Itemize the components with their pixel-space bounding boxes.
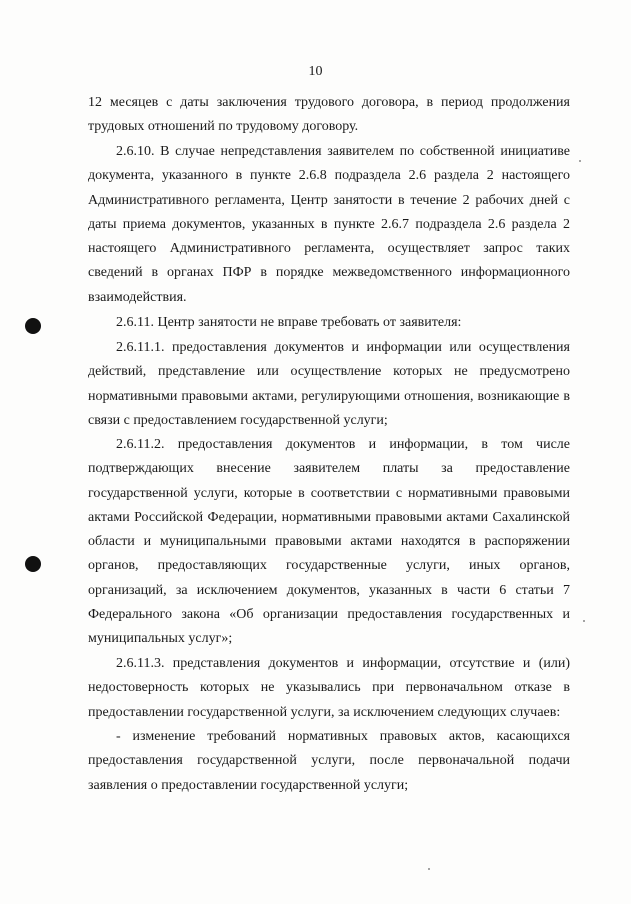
scan-speck bbox=[579, 160, 581, 162]
paragraph-2-6-11-1: 2.6.11.1. предоставления документов и информации или осуществления действий, представление или осуществление которых не предусмотрено нормативными правовыми актами, регулирующими отношения, возникающие в связи с предоставлением государственной услуги; bbox=[88, 340, 570, 428]
paragraph-continuation: 12 месяцев с даты заключения трудового договора, в период продолжения трудовых отношений по трудовому договору. bbox=[88, 95, 570, 135]
paragraph-list-item: - изменение требований нормативных правовых актов, касающихся предоставления государственной услуги, после первоначальной подачи заявления о предоставлении государственной услуги; bbox=[88, 729, 570, 793]
paragraph-2-6-11-3: 2.6.11.3. представления документов и информации, отсутствие и (или) недостоверность которых не указывались при первоначальном отказе в предоставлении государственной услуги, за исключением следующих случаев: bbox=[88, 656, 570, 720]
paragraph-2-6-10: 2.6.10. В случае непредставления заявителем по собственной инициативе документа, указанного в пункте 2.6.8 подраздела 2.6 раздела 2 настоящего Административного регламента, Центр занятости в течение 2 рабочих дней с даты приема документов, указанных в пункте 2.6.7 подраздела 2.6 раздела 2 настоящего Административного регламента, осуществляет запрос таких сведений в органах ПФР в порядке межведомственного информационного взаимодействия. bbox=[88, 144, 570, 305]
scan-speck bbox=[583, 620, 585, 622]
paragraph-2-6-11: 2.6.11. Центр занятости не вправе требовать от заявителя: bbox=[116, 315, 462, 330]
punch-hole-mark bbox=[25, 318, 41, 334]
paragraph-2-6-11-2: 2.6.11.2. предоставления документов и информации, в том числе подтверждающих внесение заявителем платы за предоставление государственной услуги, которые в соответствии с нормативными правовыми актами Российской Федерации, нормативными правовыми актами Сахалинской области и муниципальными правовыми актами находятся в распоряжении органов, предоставляющих государственные услуги, иных органов, организаций, за исключением документов, указанных в части 6 статьи 7 Федерального закона «Об организации предоставления государственных и муниципальных услуг»; bbox=[88, 437, 570, 647]
page-number: 10 bbox=[308, 64, 323, 79]
scan-speck bbox=[428, 868, 430, 870]
punch-hole-mark bbox=[25, 556, 41, 572]
